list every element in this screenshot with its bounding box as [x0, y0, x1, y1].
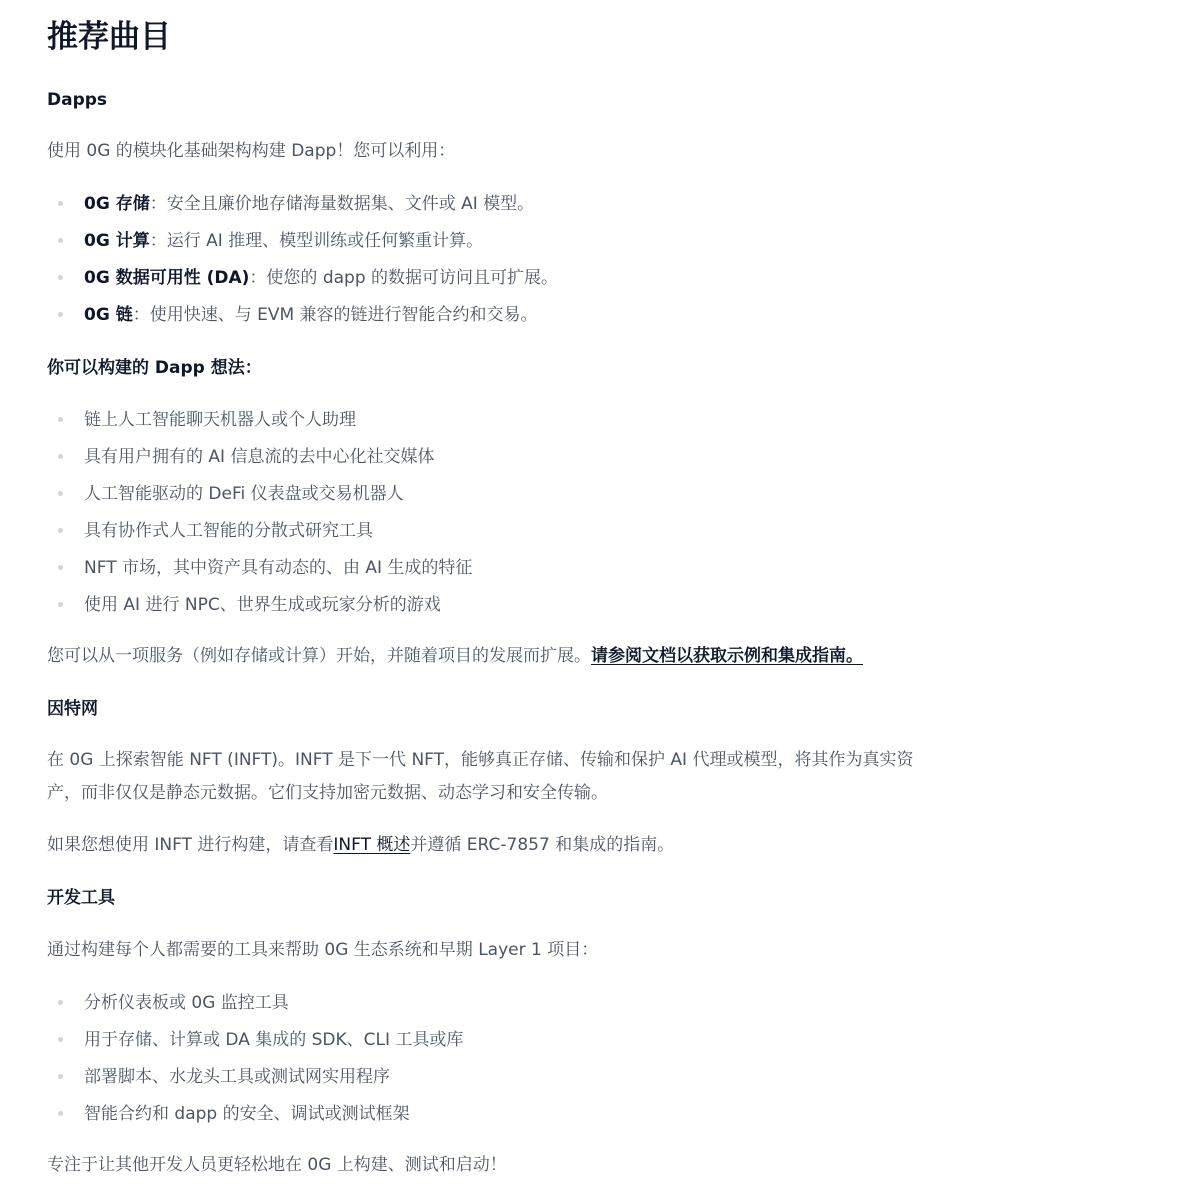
inft-overview-link[interactable]: INFT 概述: [333, 835, 411, 855]
bullet-icon: [58, 565, 63, 570]
idea-text: 使用 AI 进行 NPC、世界生成或玩家分析的游戏: [84, 595, 441, 615]
feature-name: 0G 数据可用性 (DA): [84, 268, 250, 288]
bullet-icon: [58, 312, 63, 317]
section-heading-devtools: 开发工具: [47, 888, 115, 908]
bullet-icon: [58, 275, 63, 280]
bullet-icon: [58, 417, 63, 422]
inft-guide-after: 并遵循 ERC-7857 和集成的指南。: [410, 835, 675, 855]
section-heading-ideas: 你可以构建的 Dapp 想法：: [47, 358, 262, 378]
bullet-icon: [58, 1111, 63, 1116]
idea-text: 链上人工智能聊天机器人或个人助理: [84, 410, 356, 430]
bullet-icon: [58, 238, 63, 243]
idea-text: 具有协作式人工智能的分散式研究工具: [84, 521, 373, 541]
list-item: [47, 304, 558, 341]
list-item: [47, 594, 472, 631]
feature-name: 0G 计算: [84, 231, 150, 251]
list-item: [47, 1103, 463, 1140]
bullet-icon: [58, 491, 63, 496]
feature-desc: ：使用快速、与 EVM 兼容的链进行智能合约和交易。: [132, 305, 538, 325]
bullet-icon: [58, 1037, 63, 1042]
feature-desc: ：运行 AI 推理、模型训练或任何繁重计算。: [149, 231, 484, 251]
list-item: [47, 483, 472, 520]
bullet-icon: [58, 528, 63, 533]
dapps-intro: 使用 0G 的模块化基础架构构建 Dapp！您可以利用：: [47, 141, 456, 161]
feature-name: 0G 存储: [84, 194, 150, 214]
list-item: [47, 409, 472, 446]
inft-description: 在 0G 上探索智能 NFT (INFT)。INFT 是下一代 NFT，能够真正存储、传输和保护 AI 代理或模型，将其作为真实资产，而非仅仅是静态元数据。它们支持加密元数据、动态学习和安全传输。: [47, 750, 914, 803]
list-item: [47, 557, 472, 594]
docs-link[interactable]: 请参阅文档以获取示例和集成指南。: [591, 646, 863, 666]
tool-text: 部署脚本、水龙头工具或测试网实用程序: [84, 1067, 390, 1087]
list-item: [47, 267, 558, 304]
inft-guide-text: [47, 829, 674, 862]
list-item: [47, 230, 558, 267]
list-item: [47, 446, 472, 483]
devtools-intro: 通过构建每个人都需要的工具来帮助 0G 生态系统和早期 Layer 1 项目：: [47, 940, 599, 960]
devtools-closing: 专注于让其他开发人员更轻松地在 0G 上构建、测试和启动！: [47, 1155, 507, 1175]
section-heading-dapps: Dapps: [47, 90, 108, 110]
inft-guide-before: 如果您想使用 INFT 进行构建，请查看: [47, 835, 334, 855]
list-item: [47, 992, 463, 1029]
dapps-closing: [47, 640, 863, 673]
idea-text: 具有用户拥有的 AI 信息流的去中心化社交媒体: [84, 447, 435, 467]
closing-text: 您可以从一项服务（例如存储或计算）开始，并随着项目的发展而扩展。: [47, 646, 591, 666]
bullet-icon: [58, 602, 63, 607]
idea-text: NFT 市场，其中资产具有动态的、由 AI 生成的特征: [84, 558, 473, 578]
list-item: [47, 1029, 463, 1066]
bullet-icon: [58, 1000, 63, 1005]
dapp-ideas-list: [47, 409, 472, 631]
feature-desc: ：使您的 dapp 的数据可访问且可扩展。: [249, 268, 559, 288]
bullet-icon: [58, 1074, 63, 1079]
list-item: [47, 193, 558, 230]
list-item: [47, 1066, 463, 1103]
dapps-feature-list: [47, 193, 558, 341]
feature-name: 0G 链: [84, 305, 133, 325]
idea-text: 人工智能驱动的 DeFi 仪表盘或交易机器人: [84, 484, 404, 504]
bullet-icon: [58, 201, 63, 206]
bullet-icon: [58, 454, 63, 459]
tool-text: 智能合约和 dapp 的安全、调试或测试框架: [84, 1104, 410, 1124]
feature-desc: ：安全且廉价地存储海量数据集、文件或 AI 模型。: [149, 194, 535, 214]
section-heading-inft: 因特网: [47, 699, 98, 719]
page-title: 推荐曲目: [47, 19, 171, 55]
tool-text: 分析仪表板或 0G 监控工具: [84, 993, 289, 1013]
list-item: [47, 520, 472, 557]
tool-text: 用于存储、计算或 DA 集成的 SDK、CLI 工具或库: [84, 1030, 464, 1050]
devtools-list: [47, 992, 463, 1140]
